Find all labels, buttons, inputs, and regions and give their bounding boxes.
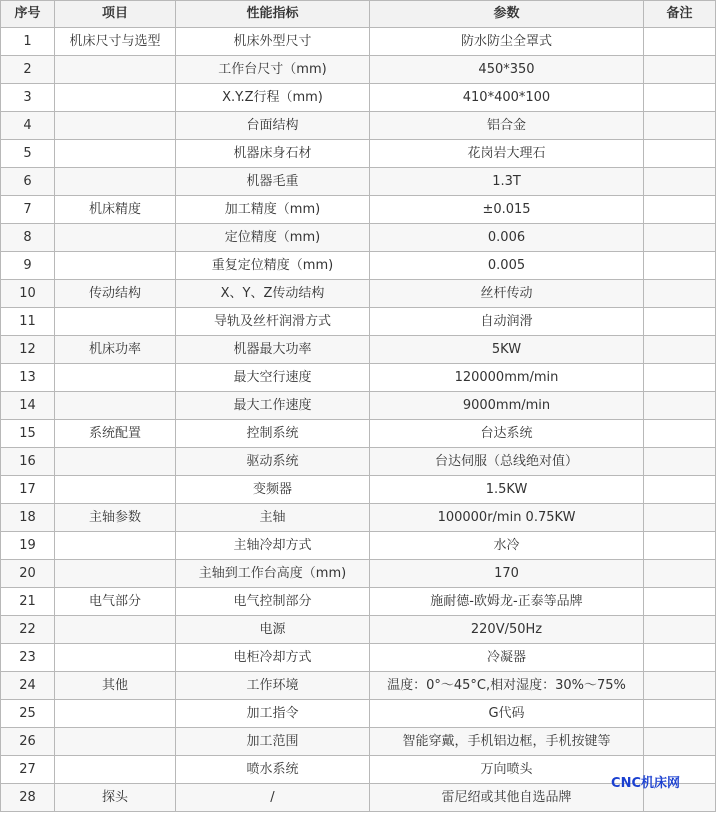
cell-index: 4 xyxy=(1,112,55,140)
cell-value: ±0.015 xyxy=(370,196,644,224)
table-row xyxy=(1,84,716,112)
cell-note xyxy=(644,196,716,224)
cell-note xyxy=(644,168,716,196)
cell-index: 3 xyxy=(1,84,55,112)
table-row xyxy=(1,700,716,728)
cell-value: 台达系统 xyxy=(370,420,644,448)
cell-category xyxy=(55,112,176,140)
cell-note xyxy=(644,476,716,504)
cell-value: 雷尼绍或其他自选品牌 xyxy=(370,784,644,812)
cell-spec: 加工指令 xyxy=(176,700,370,728)
cell-value: 410*400*100 xyxy=(370,84,644,112)
cell-note xyxy=(644,588,716,616)
table-row xyxy=(1,56,716,84)
cell-spec: 重复定位精度（mm) xyxy=(176,252,370,280)
cell-note xyxy=(644,84,716,112)
cell-note xyxy=(644,280,716,308)
cell-index: 6 xyxy=(1,168,55,196)
cell-value: 100000r/min 0.75KW xyxy=(370,504,644,532)
cell-index: 11 xyxy=(1,308,55,336)
cell-index: 23 xyxy=(1,644,55,672)
cell-category xyxy=(55,532,176,560)
cell-category: 探头 xyxy=(55,784,176,812)
table-row xyxy=(1,756,716,784)
table-row xyxy=(1,448,716,476)
cell-value: 花岗岩大理石 xyxy=(370,140,644,168)
cell-category: 机床尺寸与选型 xyxy=(55,28,176,56)
cell-spec: X、Y、Z传动结构 xyxy=(176,280,370,308)
cell-value: 万向喷头 xyxy=(370,756,644,784)
cell-spec: 驱动系统 xyxy=(176,448,370,476)
cell-spec: 加工精度（mm) xyxy=(176,196,370,224)
cell-note xyxy=(644,252,716,280)
header-value: 参数 xyxy=(370,1,644,28)
cell-category xyxy=(55,392,176,420)
table-row xyxy=(1,336,716,364)
cell-index: 22 xyxy=(1,616,55,644)
table-row xyxy=(1,364,716,392)
cell-category xyxy=(55,56,176,84)
cell-value: 防水防尘全罩式 xyxy=(370,28,644,56)
cell-value: 智能穿戴，手机铝边框，手机按键等 xyxy=(370,728,644,756)
cell-note xyxy=(644,112,716,140)
cell-index: 17 xyxy=(1,476,55,504)
cell-spec: 喷水系统 xyxy=(176,756,370,784)
cell-value: 170 xyxy=(370,560,644,588)
cell-spec: 最大空行速度 xyxy=(176,364,370,392)
cell-value: 220V/50Hz xyxy=(370,616,644,644)
cell-index: 9 xyxy=(1,252,55,280)
cell-index: 27 xyxy=(1,756,55,784)
cell-note xyxy=(644,308,716,336)
cell-value: 施耐德-欧姆龙-正泰等品牌 xyxy=(370,588,644,616)
cell-spec: 机器最大功率 xyxy=(176,336,370,364)
cell-value: 1.5KW xyxy=(370,476,644,504)
cell-note xyxy=(644,504,716,532)
cell-value: 0.006 xyxy=(370,224,644,252)
cell-category xyxy=(55,168,176,196)
cell-spec: 机器毛重 xyxy=(176,168,370,196)
cell-index: 15 xyxy=(1,420,55,448)
table-row xyxy=(1,616,716,644)
cell-spec: / xyxy=(176,784,370,812)
cell-note xyxy=(644,224,716,252)
cell-spec: 定位精度（mm) xyxy=(176,224,370,252)
cell-index: 2 xyxy=(1,56,55,84)
cell-category xyxy=(55,364,176,392)
cell-category xyxy=(55,84,176,112)
cell-index: 13 xyxy=(1,364,55,392)
cell-category xyxy=(55,700,176,728)
cell-value: 5KW xyxy=(370,336,644,364)
cell-note xyxy=(644,728,716,756)
table-row xyxy=(1,196,716,224)
cell-spec: 机床外型尺寸 xyxy=(176,28,370,56)
watermark-logo: CNC机床网 xyxy=(611,776,680,791)
cell-spec: 电气控制部分 xyxy=(176,588,370,616)
cell-note xyxy=(644,140,716,168)
cell-category xyxy=(55,308,176,336)
cell-category xyxy=(55,756,176,784)
header-index: 序号 xyxy=(1,1,55,28)
cell-note xyxy=(644,644,716,672)
cell-category xyxy=(55,560,176,588)
cell-spec: 电源 xyxy=(176,616,370,644)
table-row xyxy=(1,28,716,56)
cell-category: 传动结构 xyxy=(55,280,176,308)
cell-category xyxy=(55,476,176,504)
cell-note xyxy=(644,28,716,56)
header-spec: 性能指标 xyxy=(176,1,370,28)
cell-category xyxy=(55,224,176,252)
cell-note xyxy=(644,560,716,588)
cell-index: 14 xyxy=(1,392,55,420)
table-header-row xyxy=(1,1,716,28)
cell-note xyxy=(644,616,716,644)
table-row xyxy=(1,504,716,532)
cell-spec: 机器床身石材 xyxy=(176,140,370,168)
cell-note xyxy=(644,700,716,728)
table-row xyxy=(1,420,716,448)
cell-spec: 最大工作速度 xyxy=(176,392,370,420)
cell-value: 120000mm/min xyxy=(370,364,644,392)
cell-value: 丝杆传动 xyxy=(370,280,644,308)
cell-index: 19 xyxy=(1,532,55,560)
cell-spec: 工作环境 xyxy=(176,672,370,700)
cell-value: G代码 xyxy=(370,700,644,728)
cell-category: 主轴参数 xyxy=(55,504,176,532)
cell-spec: 加工范围 xyxy=(176,728,370,756)
cell-category: 机床精度 xyxy=(55,196,176,224)
cell-index: 1 xyxy=(1,28,55,56)
table-row xyxy=(1,112,716,140)
cell-index: 8 xyxy=(1,224,55,252)
table-row xyxy=(1,644,716,672)
cell-category: 其他 xyxy=(55,672,176,700)
cell-category xyxy=(55,252,176,280)
cell-value: 温度：0°～45°C,相对湿度：30%～75% xyxy=(370,672,644,700)
cell-index: 20 xyxy=(1,560,55,588)
table-row xyxy=(1,588,716,616)
cell-category xyxy=(55,644,176,672)
header-category: 项目 xyxy=(55,1,176,28)
cell-value: 水冷 xyxy=(370,532,644,560)
table-row xyxy=(1,728,716,756)
table-row xyxy=(1,476,716,504)
cell-value: 0.005 xyxy=(370,252,644,280)
cell-note xyxy=(644,364,716,392)
cell-index: 25 xyxy=(1,700,55,728)
cell-note xyxy=(644,420,716,448)
cell-category xyxy=(55,728,176,756)
cell-category: 电气部分 xyxy=(55,588,176,616)
cell-spec: 电柜冷却方式 xyxy=(176,644,370,672)
cell-index: 28 xyxy=(1,784,55,812)
table-row xyxy=(1,392,716,420)
cell-category xyxy=(55,616,176,644)
cell-index: 26 xyxy=(1,728,55,756)
table-row xyxy=(1,168,716,196)
cell-note xyxy=(644,532,716,560)
table-row xyxy=(1,672,716,700)
cell-value: 台达伺服（总线绝对值） xyxy=(370,448,644,476)
table-row xyxy=(1,560,716,588)
cell-note xyxy=(644,392,716,420)
table-body xyxy=(1,28,716,812)
table-row xyxy=(1,784,716,812)
cell-category xyxy=(55,448,176,476)
cell-spec: 变频器 xyxy=(176,476,370,504)
table-row xyxy=(1,308,716,336)
header-note: 备注 xyxy=(644,1,716,28)
cell-value: 1.3T xyxy=(370,168,644,196)
cell-index: 5 xyxy=(1,140,55,168)
table-row xyxy=(1,280,716,308)
cell-note xyxy=(644,56,716,84)
cell-value: 冷凝器 xyxy=(370,644,644,672)
cell-index: 7 xyxy=(1,196,55,224)
cell-spec: 主轴冷却方式 xyxy=(176,532,370,560)
cell-value: 9000mm/min xyxy=(370,392,644,420)
cell-index: 16 xyxy=(1,448,55,476)
cell-spec: X.Y.Z行程（mm) xyxy=(176,84,370,112)
table-row xyxy=(1,224,716,252)
cell-value: 自动润滑 xyxy=(370,308,644,336)
cell-note xyxy=(644,672,716,700)
cell-spec: 工作台尺寸（mm) xyxy=(176,56,370,84)
cell-spec: 台面结构 xyxy=(176,112,370,140)
cell-note xyxy=(644,448,716,476)
table-row xyxy=(1,532,716,560)
cell-index: 24 xyxy=(1,672,55,700)
cell-index: 18 xyxy=(1,504,55,532)
cell-spec: 控制系统 xyxy=(176,420,370,448)
cell-category xyxy=(55,140,176,168)
cell-value: 450*350 xyxy=(370,56,644,84)
cell-spec: 主轴到工作台高度（mm) xyxy=(176,560,370,588)
cell-spec: 导轨及丝杆润滑方式 xyxy=(176,308,370,336)
table-row xyxy=(1,252,716,280)
cell-value: 铝合金 xyxy=(370,112,644,140)
cell-note xyxy=(644,336,716,364)
cell-index: 10 xyxy=(1,280,55,308)
cell-spec: 主轴 xyxy=(176,504,370,532)
cell-index: 21 xyxy=(1,588,55,616)
cell-category: 系统配置 xyxy=(55,420,176,448)
cell-category: 机床功率 xyxy=(55,336,176,364)
cell-index: 12 xyxy=(1,336,55,364)
table-row xyxy=(1,140,716,168)
